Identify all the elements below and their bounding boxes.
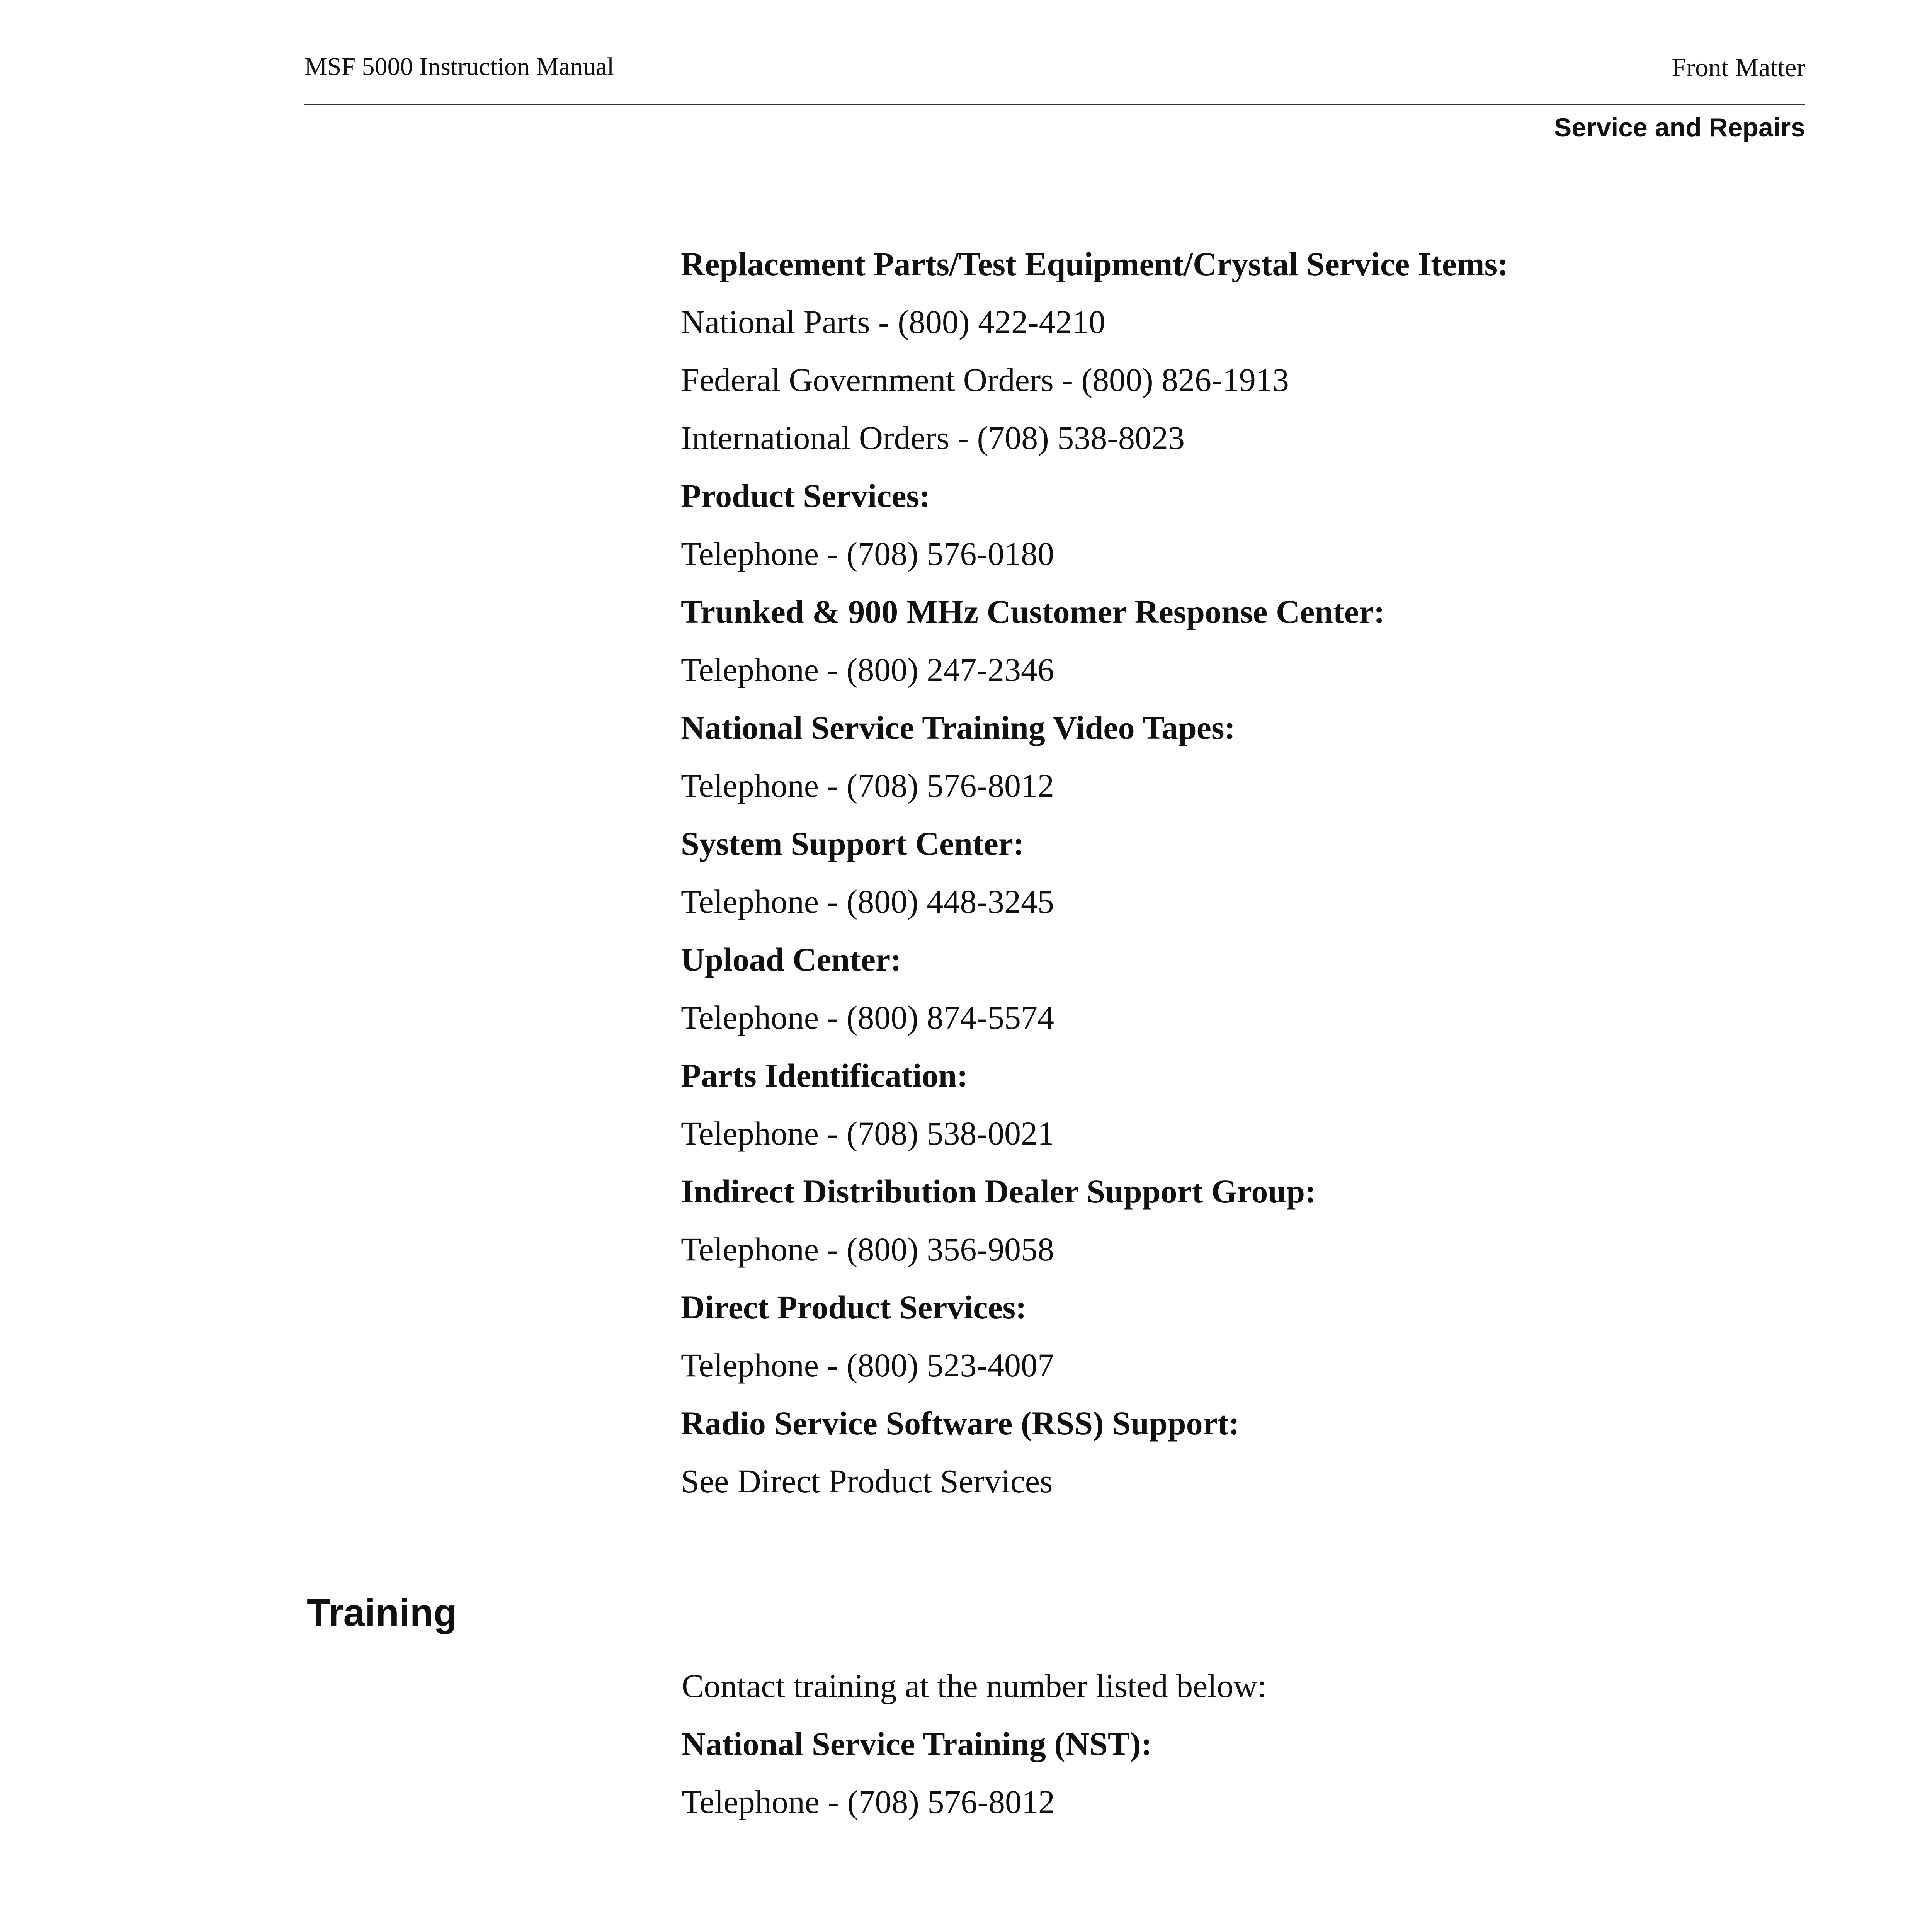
header-divider [304, 104, 1805, 105]
contact-list [681, 247, 1724, 1522]
contact-line: Telephone - (708) 538-0021 [681, 1115, 1054, 1152]
contact-entry-replacement-parts [681, 247, 1724, 479]
contact-entry-customer-response-center [681, 595, 1724, 711]
contact-entry-training-video-tapes [681, 711, 1724, 827]
contact-line: Telephone - (800) 523-4007 [681, 1347, 1054, 1384]
manual-title: MSF 5000 Instruction Manual [304, 53, 614, 81]
contact-heading: Product Services: [681, 477, 930, 514]
subsection-title: Service and Repairs [1554, 113, 1805, 142]
contact-heading: Direct Product Services: [681, 1289, 1027, 1326]
contact-line: See Direct Product Services [681, 1463, 1053, 1500]
training-contact-heading: National Service Training (NST): [682, 1725, 1152, 1762]
training-contact-line: Telephone - (708) 576-8012 [682, 1783, 1055, 1820]
section-title: Front Matter [1672, 53, 1805, 82]
contact-heading: Parts Identification: [681, 1057, 968, 1094]
contact-line: Telephone - (800) 356-9058 [681, 1231, 1054, 1268]
contact-line: Federal Government Orders - (800) 826-1913 [681, 361, 1289, 398]
training-section [682, 1669, 1725, 1843]
contact-heading: National Service Training Video Tapes: [681, 709, 1236, 746]
contact-heading: Trunked & 900 MHz Customer Response Center: [681, 593, 1385, 630]
training-intro: Contact training at the number listed below: [682, 1667, 1267, 1704]
contact-line: Telephone - (708) 576-8012 [681, 767, 1054, 804]
contact-entry-direct-product-services [681, 1291, 1724, 1406]
contact-line: National Parts - (800) 422-4210 [681, 303, 1105, 340]
contact-line: Telephone - (800) 448-3245 [681, 883, 1054, 920]
contact-line: International Orders - (708) 538-8023 [681, 419, 1185, 456]
contact-entry-dealer-support-group [681, 1175, 1724, 1291]
contact-line: Telephone - (800) 247-2346 [681, 651, 1054, 688]
contact-line: Telephone - (800) 874-5574 [681, 999, 1054, 1036]
contact-entry-product-services [681, 479, 1724, 595]
contact-heading: Indirect Distribution Dealer Support Group: [681, 1173, 1316, 1210]
contact-heading: Radio Service Software (RSS) Support: [681, 1405, 1240, 1442]
contact-entry-system-support-center [681, 827, 1724, 943]
contact-heading: System Support Center: [681, 825, 1024, 862]
contact-heading: Upload Center: [681, 941, 901, 978]
contact-entry-upload-center [681, 943, 1724, 1059]
contact-heading: Replacement Parts/Test Equipment/Crystal Service Items: [681, 245, 1509, 282]
contact-entry-rss-support [681, 1406, 1724, 1522]
contact-entry-parts-identification [681, 1059, 1724, 1175]
training-heading: Training [307, 1591, 457, 1634]
contact-line: Telephone - (708) 576-0180 [681, 535, 1054, 572]
